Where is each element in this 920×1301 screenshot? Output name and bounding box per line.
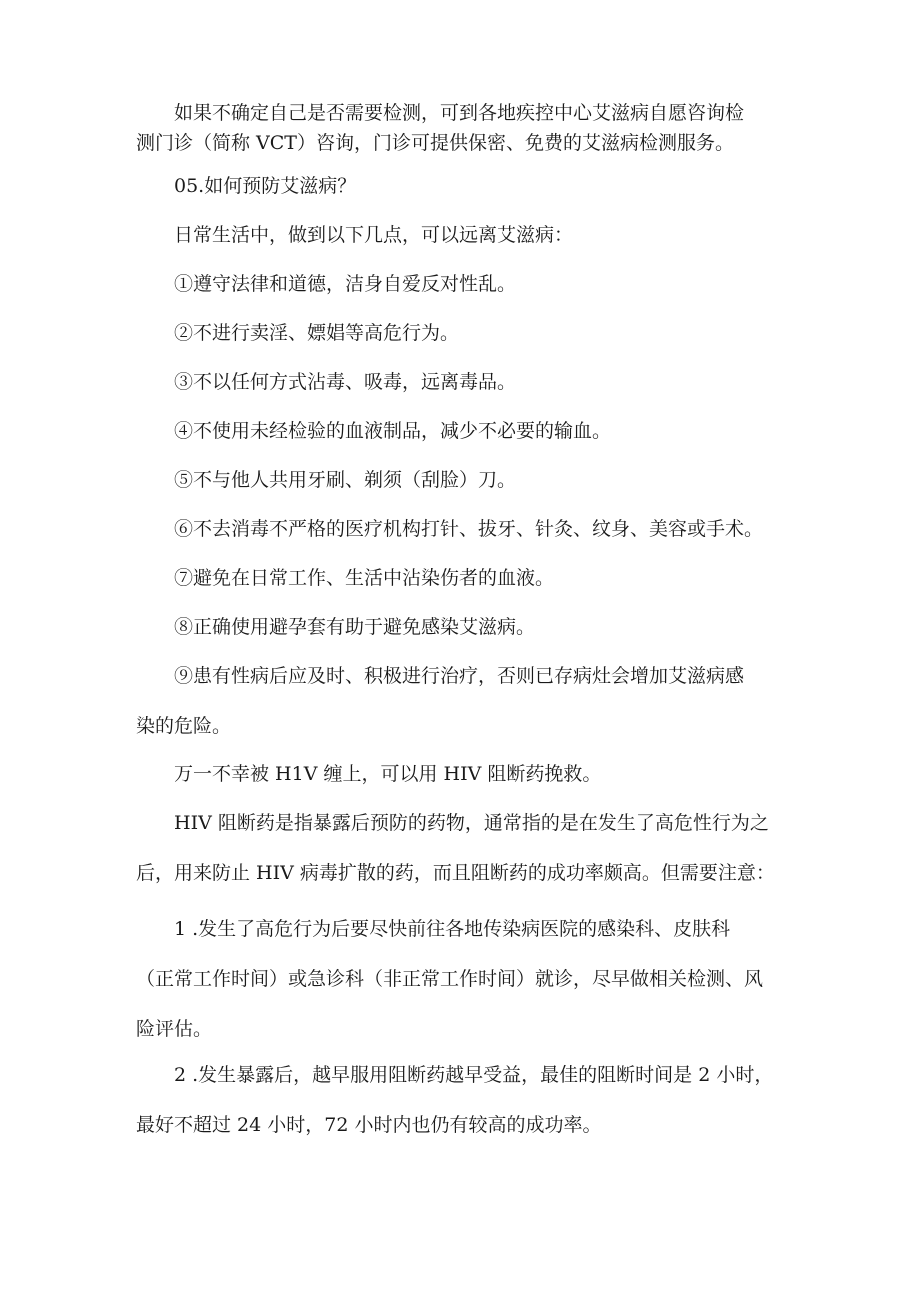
paragraph-intro	[136, 220, 798, 250]
text-line: 日常生活中，做到以下几点，可以远离艾滋病：	[174, 224, 574, 246]
list-item-1	[136, 269, 798, 299]
text-line: HIV 阻断药是指暴露后预防的药物，通常指的是在发生了高危性行为之	[174, 812, 769, 834]
paragraph-vct-consultation	[136, 98, 798, 158]
text-line: ①遵守法律和道德，洁身自爱反对性乱。	[174, 273, 517, 295]
text-line: 最好不超过 24 小时，72 小时内也仍有较高的成功率。	[136, 1114, 602, 1136]
text-line: 如果不确定自己是否需要检测，可到各地疾控中心艾滋病自愿咨询检	[174, 102, 745, 124]
text-line: 万一不幸被 H1V 缠上，可以用 HIV 阻断药挽救。	[174, 763, 602, 785]
heading-text: 05.如何预防艾滋病？	[174, 175, 357, 197]
list-item-6	[136, 514, 798, 544]
text-line: ⑦避免在日常工作、生活中沾染伤者的血液。	[174, 567, 555, 589]
text-line: ⑧正确使用避孕套有助于避免感染艾滋病。	[174, 616, 536, 638]
section-heading-prevention	[136, 171, 798, 201]
text-line: 测门诊（简称 VCT）咨询，门诊可提供保密、免费的艾滋病检测服务。	[136, 132, 734, 154]
text-line: 1 .发生了高危行为后要尽快前往各地传染病医院的感染科、皮肤科	[174, 918, 731, 940]
text-line: 后，用来防止 HIV 病毒扩散的药，而且阻断药的成功率颇高。但需要注意：	[136, 862, 775, 884]
text-line: 险评估。	[136, 1018, 213, 1040]
list-item-2	[136, 318, 798, 348]
text-line: ②不进行卖淫、嫖娼等高危行为。	[174, 322, 460, 344]
text-line: ⑤不与他人共用牙刷、剃须（刮脸）刀。	[174, 469, 517, 491]
text-line: 2 .发生暴露后，越早服用阻断药越早受益，最佳的阻断时间是 2 小时，	[174, 1064, 774, 1086]
list-item-3	[136, 367, 798, 397]
text-line: ⑥不去消毒不严格的医疗机构打针、拔牙、针灸、纹身、美容或手术。	[174, 518, 764, 540]
paragraph-hiv-rescue	[136, 759, 798, 789]
note-item-2	[136, 1050, 798, 1150]
text-line: ③不以任何方式沾毒、吸毒，远离毒品。	[174, 371, 517, 393]
list-item-9	[136, 651, 798, 751]
text-line: ④不使用未经检验的血液制品，减少不必要的输血。	[174, 420, 612, 442]
list-item-5	[136, 465, 798, 495]
text-line: 染的危险。	[136, 715, 232, 737]
paragraph-hiv-blocker-definition	[136, 798, 798, 898]
list-item-7	[136, 563, 798, 593]
list-item-4	[136, 416, 798, 446]
text-line: ⑨患有性病后应及时、积极进行治疗，否则已存病灶会增加艾滋病感	[174, 665, 745, 687]
note-item-1	[136, 904, 798, 1054]
list-item-8	[136, 612, 798, 642]
text-line: （正常工作时间）或急诊科（非正常工作时间）就诊，尽早做相关检测、风	[136, 968, 764, 990]
